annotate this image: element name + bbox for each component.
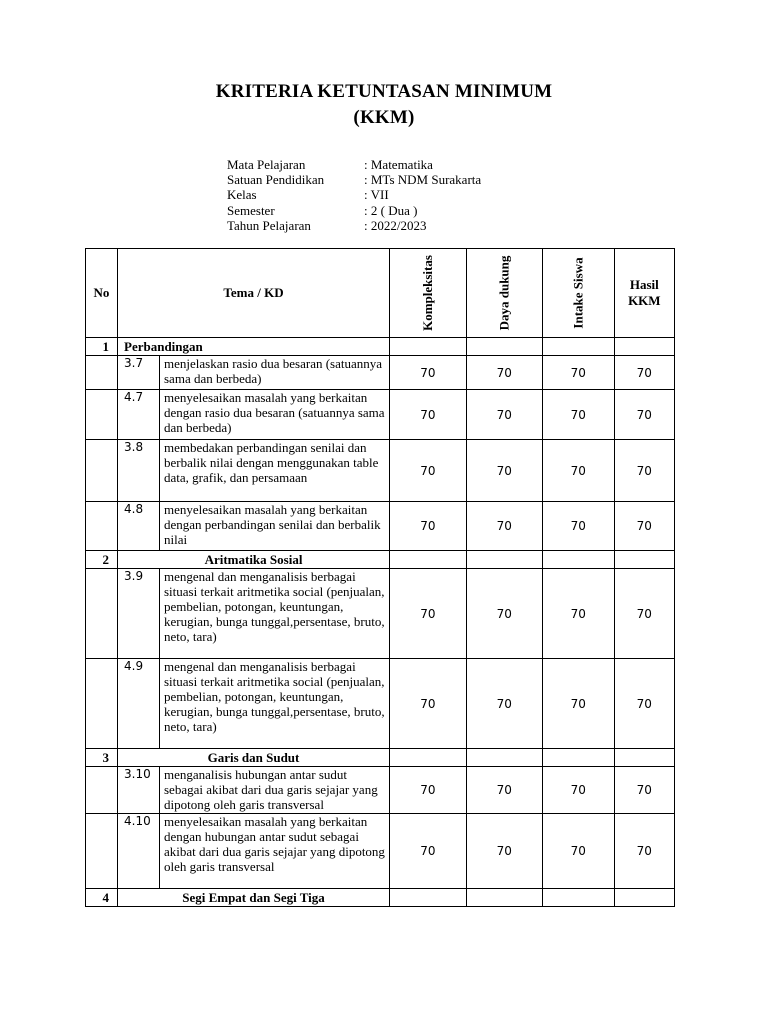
section-row [86,889,675,907]
value-daya-dukung: 70 [466,767,542,814]
kd-description: mengenal dan menganalisis berbagai situasi terkait aritmetika social (penjualan, pembelian, potongan, keuntungan, kerugian, bunga tunggal,persentase, bruto, neto, tara) [160,569,390,659]
value-kompleksitas: 70 [390,569,467,659]
value-daya-dukung: 70 [466,659,542,749]
meta-label: Tahun Pelajaran [227,217,311,233]
value-daya-dukung: 70 [466,569,542,659]
kd-row [86,659,675,749]
empty-cell [542,749,614,767]
empty-cell [390,551,467,569]
meta-row-subject [227,157,481,172]
header-intake-siswa [542,249,614,338]
meta-value: : VII [364,187,389,203]
meta-row-school [227,172,481,187]
kd-row [86,814,675,889]
kd-description: menjelaskan rasio dua besaran (satuannya sama dan berbeda) [160,356,390,390]
metadata-block [227,157,481,233]
value-kompleksitas: 70 [390,814,467,889]
empty-cell [542,338,614,356]
kd-code: 3.7 [118,356,160,390]
section-row [86,749,675,767]
section-row [86,551,675,569]
empty-cell [86,767,118,814]
kd-row [86,502,675,551]
empty-cell [86,440,118,502]
value-intake-siswa: 70 [542,659,614,749]
meta-value: : 2 ( Dua ) [364,202,418,218]
kd-code: 3.9 [118,569,160,659]
empty-cell [614,889,674,907]
value-kompleksitas: 70 [390,390,467,440]
empty-cell [542,551,614,569]
kd-code: 4.9 [118,659,160,749]
kd-description: menyelesaikan masalah yang berkaitan dengan hubungan antar sudut sebagai akibat dari dua garis sejajar yang dipotong oleh garis transversal [160,814,390,889]
kd-description: menyelesaikan masalah yang berkaitan dengan perbandingan senilai dan berbalik nilai [160,502,390,551]
kd-code: 4.7 [118,390,160,440]
empty-cell [390,338,467,356]
meta-label: Semester [227,202,275,218]
value-hasil-kkm: 70 [614,767,674,814]
empty-cell [86,569,118,659]
kd-code: 3.10 [118,767,160,814]
value-kompleksitas: 70 [390,502,467,551]
kd-row [86,356,675,390]
kd-code: 4.10 [118,814,160,889]
value-kompleksitas: 70 [390,659,467,749]
empty-cell [614,338,674,356]
header-hasil-line2: KKM [628,293,661,308]
meta-label: Satuan Pendidikan [227,172,325,188]
section-title: Perbandingan [118,338,390,356]
kd-description: membedakan perbandingan senilai dan berbalik nilai dengan menggunakan table data, grafik, dan persamaan [160,440,390,502]
kd-code: 3.8 [118,440,160,502]
section-number: 3 [86,749,118,767]
header-hasil-line1: Hasil [629,277,659,292]
kd-description: menyelesaikan masalah yang berkaitan dengan rasio dua besaran (satuannya sama dan berbeda) [160,390,390,440]
section-number: 1 [86,338,118,356]
header-kompleksitas [390,249,467,338]
table-header-row [86,249,675,338]
empty-cell [466,338,542,356]
value-hasil-kkm: 70 [614,502,674,551]
value-intake-siswa: 70 [542,569,614,659]
empty-cell [542,889,614,907]
kd-row [86,767,675,814]
header-daya-dukung-label: Daya dukung [496,255,512,331]
value-hasil-kkm: 70 [614,659,674,749]
value-daya-dukung: 70 [466,502,542,551]
meta-row-semester [227,203,481,218]
kd-row [86,440,675,502]
value-daya-dukung: 70 [466,440,542,502]
value-hasil-kkm: 70 [614,569,674,659]
value-intake-siswa: 70 [542,814,614,889]
empty-cell [86,502,118,551]
header-no: No [86,249,118,338]
value-intake-siswa: 70 [542,502,614,551]
value-daya-dukung: 70 [466,390,542,440]
value-hasil-kkm: 70 [614,390,674,440]
document-title: KRITERIA KETUNTASAN MINIMUM [215,81,553,102]
document-subtitle: (KKM) [353,107,415,128]
section-number: 2 [86,551,118,569]
meta-label: Kelas [227,187,257,203]
value-kompleksitas: 70 [390,767,467,814]
empty-cell [86,390,118,440]
value-intake-siswa: 70 [542,440,614,502]
kd-row [86,390,675,440]
kd-row [86,569,675,659]
value-intake-siswa: 70 [542,767,614,814]
empty-cell [614,551,674,569]
meta-label: Mata Pelajaran [227,157,306,172]
value-hasil-kkm: 70 [614,814,674,889]
section-title: Aritmatika Sosial [118,551,390,569]
header-tema-kd: Tema / KD [118,249,390,338]
value-intake-siswa: 70 [542,356,614,390]
empty-cell [390,889,467,907]
empty-cell [614,749,674,767]
meta-value: : MTs NDM Surakarta [364,172,482,188]
value-hasil-kkm: 70 [614,356,674,390]
header-kompleksitas-label: Kompleksitas [419,255,435,331]
empty-cell [86,659,118,749]
value-kompleksitas: 70 [390,356,467,390]
empty-cell [390,749,467,767]
section-title: Garis dan Sudut [118,749,390,767]
value-hasil-kkm: 70 [614,440,674,502]
kd-description: mengenal dan menganalisis berbagai situasi terkait aritmetika social (penjualan, pembelian, potongan, keuntungan, kerugian, bunga tunggal,persentase, bruto, neto, tara) [160,659,390,749]
value-intake-siswa: 70 [542,390,614,440]
value-daya-dukung: 70 [466,814,542,889]
meta-value: : 2022/2023 [364,217,427,233]
empty-cell [86,814,118,889]
header-intake-siswa-label: Intake Siswa [570,257,586,329]
empty-cell [466,889,542,907]
meta-row-year [227,218,481,233]
empty-cell [466,749,542,767]
value-kompleksitas: 70 [390,440,467,502]
kkm-table [85,248,675,907]
empty-cell [466,551,542,569]
value-daya-dukung: 70 [466,356,542,390]
header-hasil-kkm [614,249,674,338]
section-number: 4 [86,889,118,907]
meta-value: : Matematika [364,157,433,172]
kd-description: menganalisis hubungan antar sudut sebagai akibat dari dua garis sejajar yang dipotong oleh garis transversal [160,767,390,814]
empty-cell [86,356,118,390]
section-title: Segi Empat dan Segi Tiga [118,889,390,907]
header-daya-dukung [466,249,542,338]
section-row [86,338,675,356]
meta-row-class [227,187,481,202]
kd-code: 4.8 [118,502,160,551]
